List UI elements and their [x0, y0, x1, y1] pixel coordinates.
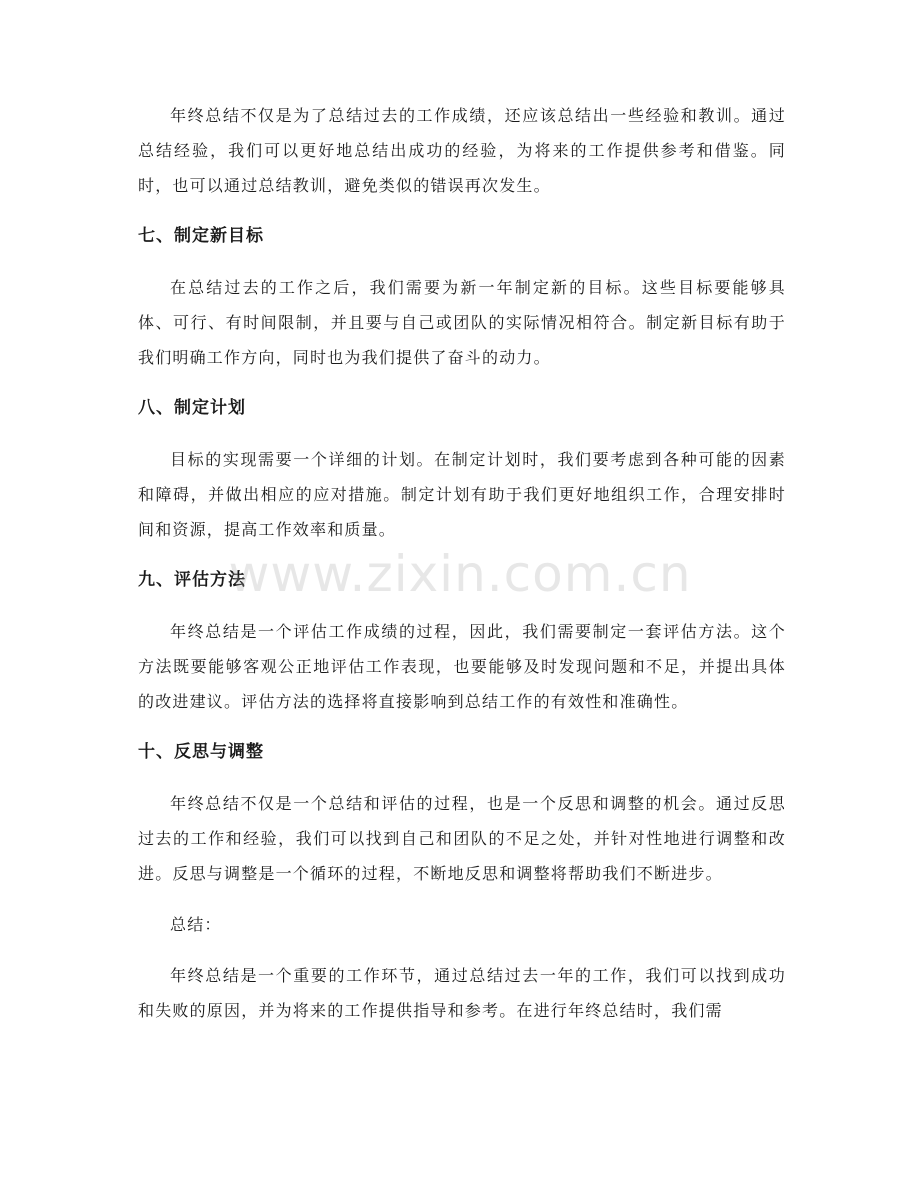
heading-new-goals: 七、制定新目标 [138, 226, 264, 246]
document-page [138, 98, 786, 1044]
paragraph-evaluation: 年终总结是一个评估工作成绩的过程，因此，我们需要制定一套评估方法。这个方法既要能够客观公正地评估工作表现，也要能够及时发现问题和不足，并提出具体的改进建议。评估方法的选择将直接影响到总结工作的有效性和准确性。 [138, 622, 786, 711]
heading-evaluation: 九、评估方法 [138, 570, 246, 590]
paragraph-reflection: 年终总结不仅是一个总结和评估的过程，也是一个反思和调整的机会。通过反思过去的工作和经验，我们可以找到自己和团队的不足之处，并针对性地进行调整和改进。反思与调整是一个循环的过程，不断地反思和调整将帮助我们不断进步。 [138, 794, 786, 883]
heading-plan: 八、制定计划 [138, 398, 246, 418]
paragraph-plan: 目标的实现需要一个详细的计划。在制定计划时，我们要考虑到各种可能的因素和障碍，并做出相应的应对措施。制定计划有助于我们更好地组织工作，合理安排时间和资源，提高工作效率和质量。 [138, 450, 786, 539]
heading-reflection: 十、反思与调整 [138, 742, 264, 762]
watermark: www.zixin.com.cn [228, 545, 692, 603]
paragraph-new-goals: 在总结过去的工作之后，我们需要为新一年制定新的目标。这些目标要能够具体、可行、有时间限制，并且要与自己或团队的实际情况相符合。制定新目标有助于我们明确工作方向，同时也为我们提供了奋斗的动力。 [138, 278, 786, 367]
summary-label: 总结： [170, 915, 222, 934]
paragraph-experience: 年终总结不仅是为了总结过去的工作成绩，还应该总结出一些经验和教训。通过总结经验，我们可以更好地总结出成功的经验，为将来的工作提供参考和借鉴。同时，也可以通过总结教训，避免类似的错误再次发生。 [138, 106, 786, 195]
paragraph-summary: 年终总结是一个重要的工作环节，通过总结过去一年的工作，我们可以找到成功和失败的原因，并为将来的工作提供指导和参考。在进行年终总结时，我们需 [138, 966, 786, 1020]
